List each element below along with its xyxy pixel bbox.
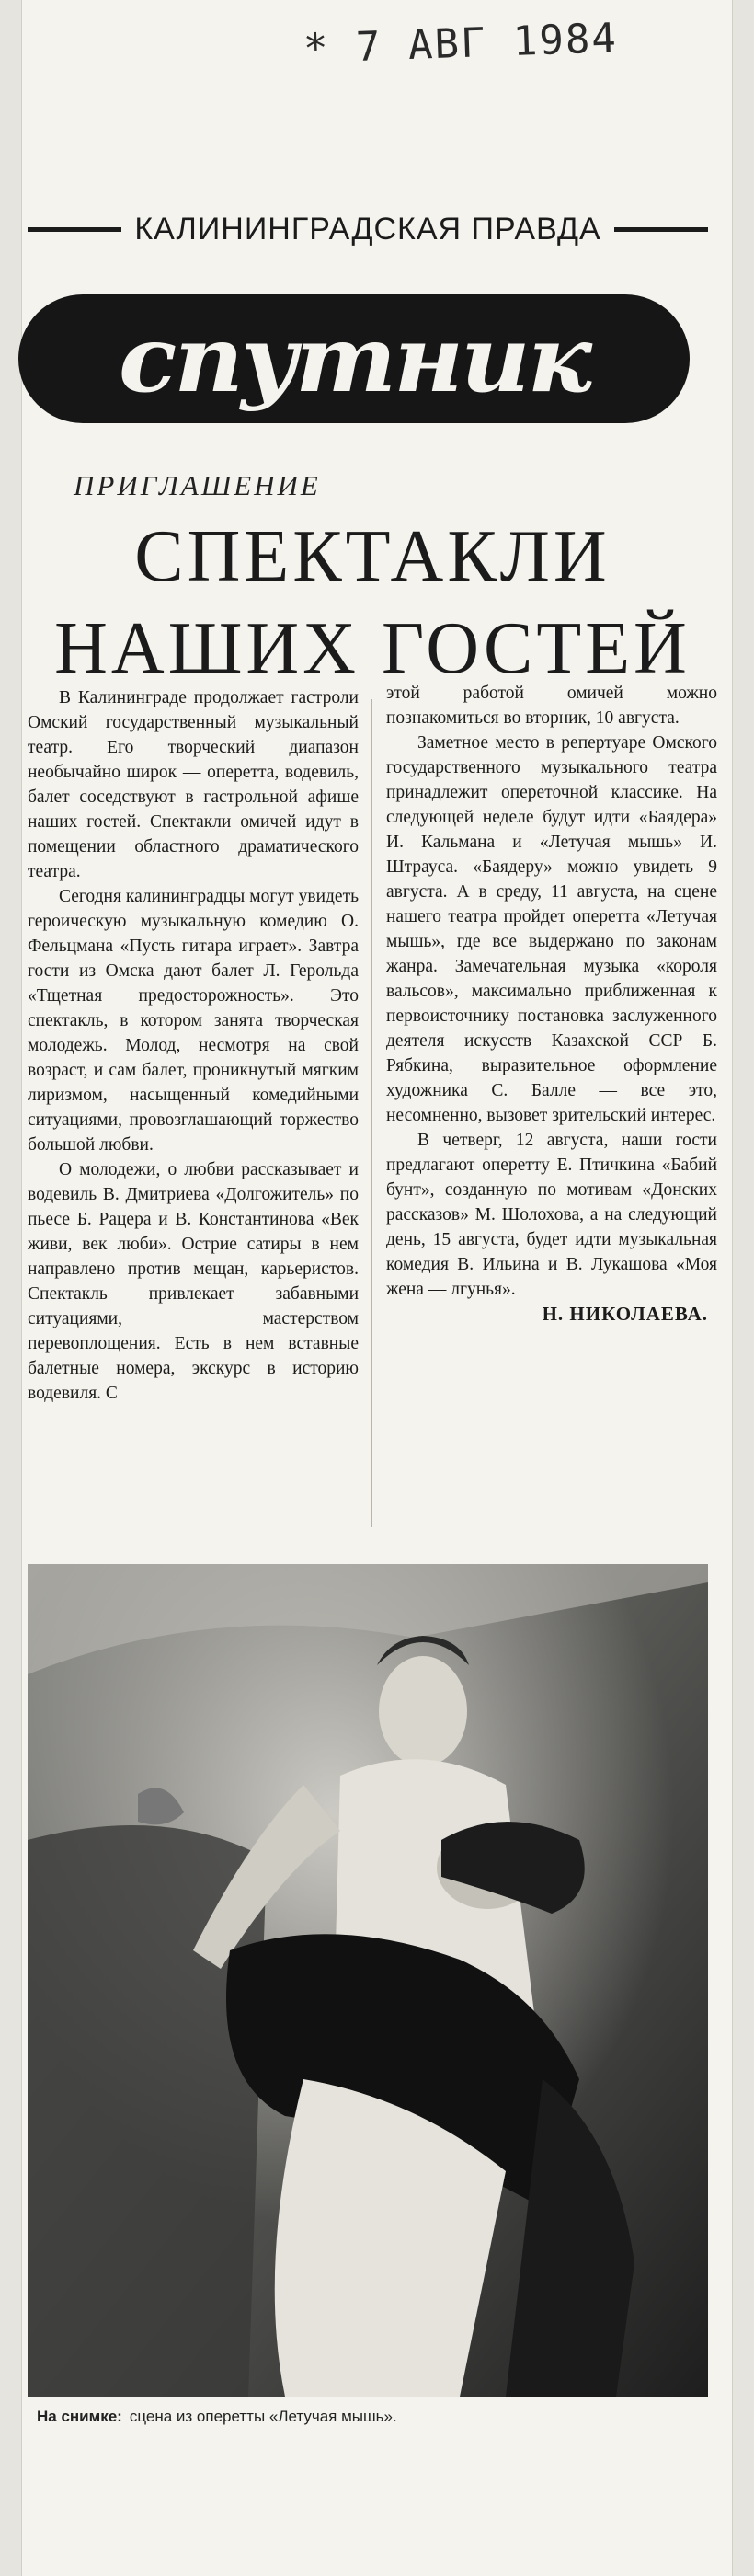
paragraph: О молодежи, о любви рассказывает и водевиль В. Дмитриева «Долгожитель» по пьесе Б. Рацера и В. Константинова «Век живи, век люби». Острие сатиры в нем направлено против мещан, карьеристов. Спектакль привлекает забавными ситуациями, мастерством перевоплощения. Есть в нем вставные балетные номера, экскурс в историю водевиля. С bbox=[28, 1160, 359, 1403]
article-headline bbox=[37, 511, 708, 695]
newspaper-masthead bbox=[28, 212, 708, 247]
newspaper-name: КАЛИНИНГРАДСКАЯ ПРАВДА bbox=[134, 212, 601, 247]
article-column-1 bbox=[28, 685, 359, 1406]
masthead-rule-left bbox=[28, 227, 121, 232]
paragraph: Сегодня калининградцы могут увидеть героическую музыкальную комедию О. Фельцмана «Пусть гитара играет». Завтра гости из Омска дают балет Л. Герольда «Тщетная предосторожность». Это спектакль, в котором занята творческая молодежь. Молод, несмотря на свой возраст, и сам балет, проникнутый мягким лиризмом, насыщенный комедийными ситуациями, провозглашающий торжество большой любви. bbox=[28, 887, 359, 1155]
photo-caption bbox=[37, 2408, 699, 2426]
paragraph: В Калининграде продолжает гастроли Омский государственный музыкальный театр. Его творческий диапазон необычайно широк — оперетта, водевиль, балет соседствуют в гастрольной афише наших гостей. Спектакли омичей идут в помещении областного драматического театра. bbox=[28, 688, 359, 881]
paragraph: Заметное место в репертуаре Омского государственного музыкального театра принадлежит опереточной классике. На следующей неделе будут идти «Баядера» И. Кальмана и «Летучая мышь» И. Штрауса. «Баядеру» можно увидеть 9 августа. А в среду, 11 августа, на сцене нашего театра пройдет оперетта «Летучая мышь», где все выдержано по законам жанра. Замечательная музыка «короля вальсов», максимально приближенная к первоисточнику постановка заслуженного деятеля искусств Казахской ССР Б. Рябкина, выразительное оформление художника С. Балле — все это, несомненно, вызовет зрительский интерес. bbox=[386, 733, 717, 1125]
stage-photo bbox=[28, 1564, 708, 2397]
date-stamp: * 7 АВГ 1984 bbox=[303, 15, 619, 73]
author-signature: Н. НИКОЛАЕВА. bbox=[542, 1303, 708, 1325]
caption-text: сцена из оперетты «Летучая мышь». bbox=[129, 2408, 397, 2425]
headline-line-2: НАШИХ ГОСТЕЙ bbox=[54, 608, 691, 689]
article-kicker: ПРИГЛАШЕНИЕ bbox=[74, 469, 321, 501]
headline-line-1: СПЕКТАКЛИ bbox=[134, 516, 611, 597]
column-divider bbox=[371, 699, 372, 1527]
caption-lead: На снимке: bbox=[37, 2408, 122, 2425]
paragraph: В четверг, 12 августа, наши гости предлагают оперетту Е. Птичкина «Бабий бунт», созданную по мотивам «Донских рассказов» М. Шолохова, а на следующий день, 15 августа, будет идти музыкальная комедия В. Ильина и В. Лукашова «Моя жена — лгунья». bbox=[386, 1131, 717, 1299]
rubric-title: спутник bbox=[119, 305, 589, 413]
masthead-rule-right bbox=[614, 227, 708, 232]
paragraph: этой работой омичей можно познакомиться во вторник, 10 августа. bbox=[386, 684, 717, 728]
article-column-2 bbox=[386, 681, 717, 1327]
stage-photo-image bbox=[28, 1564, 708, 2397]
rubric-banner bbox=[18, 294, 690, 423]
